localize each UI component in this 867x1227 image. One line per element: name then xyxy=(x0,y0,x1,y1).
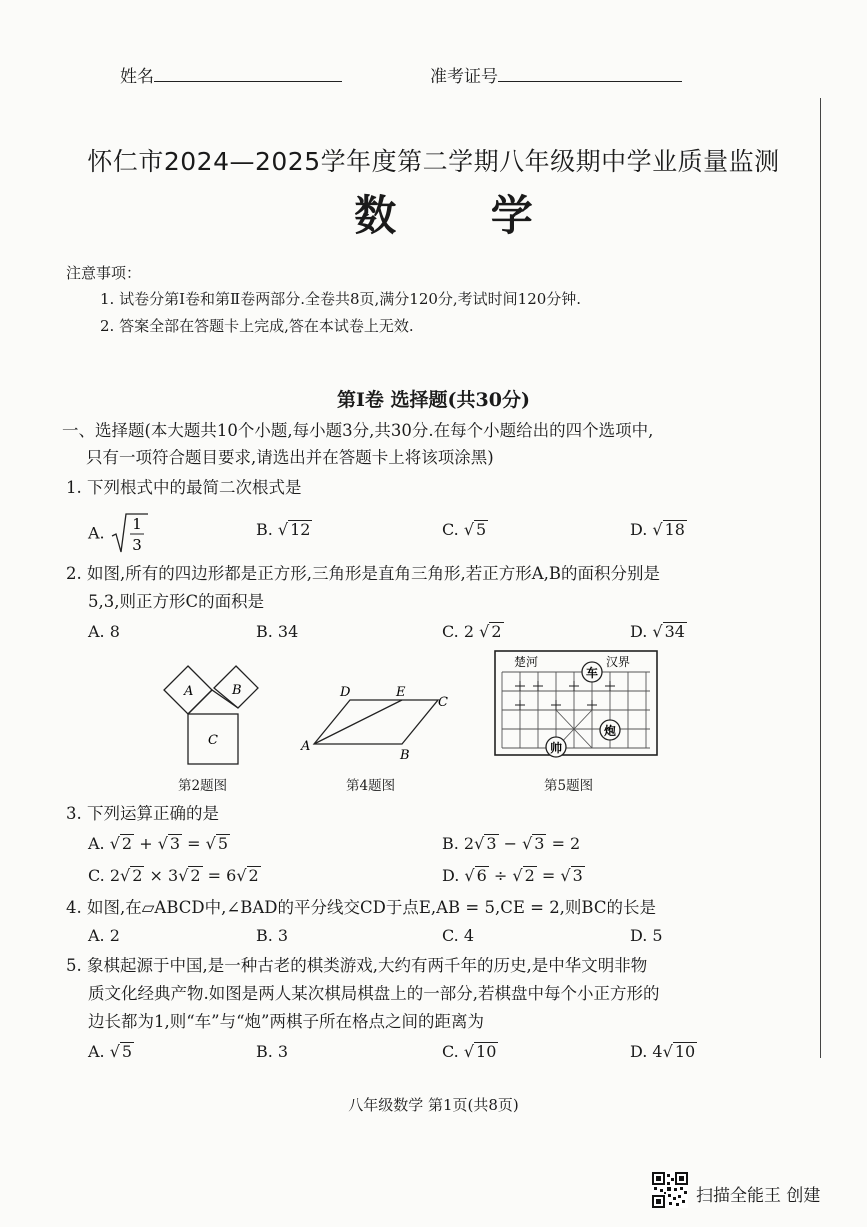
q4-option-c: C. 4 xyxy=(442,926,475,945)
q5-stem-line1: 5. 象棋起源于中国,是一种古老的棋类游戏,大约有两千年的历史,是中华文明非物 xyxy=(66,956,648,975)
q3-c-op: × 3 xyxy=(149,866,179,885)
section-instruction-2: 只有一项符合题目要求,请选出并在答题卡上将该项涂黑) xyxy=(86,448,494,467)
note-item-2: 2. 答案全部在答题卡上完成,答在本试卷上无效. xyxy=(100,317,414,335)
figure-4 xyxy=(298,680,458,764)
fig4-parallelogram xyxy=(314,700,438,744)
q2-c-prefix: C. 2 xyxy=(442,622,475,641)
section-instruction-1: 一、选择题(本大题共10个小题,每小题3分,共30分.在每个小题给出的四个选项中, xyxy=(62,421,654,440)
q5-d-radicand: 10 xyxy=(674,1042,696,1061)
q1-option-a xyxy=(88,512,150,556)
q3-a-eq: = xyxy=(187,834,201,853)
name-field xyxy=(120,62,342,87)
q2-option-d: D. √ 34 xyxy=(630,622,685,641)
q5-c-radicand: 10 xyxy=(476,1042,497,1061)
q1-d-radicand: 18 xyxy=(664,520,685,539)
q5-c-prefix: C. xyxy=(442,1042,459,1061)
q5-a-radicand: 5 xyxy=(121,1042,133,1061)
q3-c-r1: 2 xyxy=(132,866,143,885)
fig5-caption: 第5题图 xyxy=(544,778,594,794)
q5-option-d: D. 4√ 10 xyxy=(630,1042,696,1061)
fig2-label-c: C xyxy=(208,733,218,748)
q3-option-d: D. √ 6 ÷ √ 2 = √ 3 xyxy=(442,866,583,885)
q3-d-eq: = xyxy=(541,866,556,885)
q4-option-d: D. 5 xyxy=(630,926,663,945)
q1-a-fraction-radical xyxy=(110,512,150,556)
q2-stem-line2: 5,3,则正方形C的面积是 xyxy=(88,592,265,611)
q5-option-b: B. 3 xyxy=(256,1042,289,1061)
exam-id-field xyxy=(430,62,682,87)
q2-option-c: C. 2 √ 2 xyxy=(442,622,502,641)
q3-c-r3: 2 xyxy=(248,866,259,885)
fig5-piece-che: 车 xyxy=(585,666,599,680)
fig4-label-c: C xyxy=(438,695,448,710)
q3-b-res: = 2 xyxy=(551,834,581,853)
q5-option-a: A. √ 5 xyxy=(88,1042,133,1061)
fig2-label-a: A xyxy=(184,684,194,699)
q1-d-prefix: D. xyxy=(630,520,648,539)
q2-d-prefix: D. xyxy=(630,622,648,641)
q3-d-r1: 6 xyxy=(476,866,487,885)
q1-a-prefix: A. xyxy=(88,523,105,543)
q1-option-d: D. √ 18 xyxy=(630,520,685,539)
name-underline xyxy=(154,67,342,82)
fig5-position-marks xyxy=(515,681,615,710)
fig5-grid xyxy=(502,672,650,748)
fig5-river-left: 楚河 xyxy=(514,655,539,669)
q1-a-denominator: 3 xyxy=(131,536,142,554)
note-item-1: 1. 试卷分第Ⅰ卷和第Ⅱ卷两部分.全卷共8页,满分120分,考试时间120分钟. xyxy=(100,290,582,308)
q1-b-radicand: 12 xyxy=(290,520,311,539)
fig4-label-e: E xyxy=(396,685,406,700)
q3-b-r2: 3 xyxy=(534,834,545,853)
q5-option-c: C. √ 10 xyxy=(442,1042,497,1061)
fig5-piece-shuai: 帅 xyxy=(549,741,563,755)
q2-option-b: B. 34 xyxy=(256,622,299,641)
q1-c-radicand: 5 xyxy=(476,520,487,539)
q3-a-prefix: A. xyxy=(88,834,105,853)
q3-d-r3: 3 xyxy=(572,866,583,885)
q4-option-b: B. 3 xyxy=(256,926,289,945)
q2-option-a: A. 8 xyxy=(88,622,120,641)
fig4-label-d: D xyxy=(340,685,351,700)
notes-heading: 注意事项： xyxy=(66,264,142,282)
subject-title: 数 学 xyxy=(354,191,573,240)
fig4-bisector xyxy=(314,700,402,744)
scanner-watermark: 扫描全能王 创建 xyxy=(696,1186,821,1206)
q1-c-prefix: C. xyxy=(442,520,459,539)
q3-option-c: C. 2√ 2 × 3√ 2 = 6√ 2 xyxy=(88,866,259,885)
qr-code-icon xyxy=(652,1172,688,1208)
fig4-caption: 第4题图 xyxy=(346,778,396,794)
fig4-label-a: A xyxy=(301,739,311,754)
q4-option-a: A. 2 xyxy=(88,926,120,945)
figure-2 xyxy=(158,662,268,770)
q3-stem: 3. 下列运算正确的是 xyxy=(66,804,219,823)
q1-b-prefix: B. xyxy=(256,520,273,539)
fig2-label-b: B xyxy=(232,683,242,698)
q5-d-prefix: D. 4 xyxy=(630,1042,663,1061)
q3-b-r1: 3 xyxy=(486,834,497,853)
name-label: 姓名 xyxy=(120,67,154,87)
q2-d-radicand: 34 xyxy=(664,622,685,641)
q2-stem-line1: 2. 如图,所有的四边形都是正方形,三角形是直角三角形,若正方形A,B的面积分别是 xyxy=(66,564,661,583)
q3-a-r3: 5 xyxy=(217,834,229,853)
q1-a-numerator: 1 xyxy=(131,515,142,533)
q3-d-r2: 2 xyxy=(524,866,535,885)
fig5-piece-pao: 炮 xyxy=(603,724,617,738)
section-heading: 第Ⅰ卷 选择题(共30分) xyxy=(337,389,530,411)
q4-stem: 4. 如图,在▱ABCD中,∠BAD的平分线交CD于点E,AB = 5,CE = 2,则BC的长是 xyxy=(66,898,656,917)
q3-b-op: − xyxy=(503,834,517,853)
radical-sign xyxy=(112,514,148,552)
exam-id-label: 准考证号 xyxy=(430,67,498,87)
exam-id-underline xyxy=(498,67,682,82)
page-footer: 八年级数学 第1页(共8页) xyxy=(348,1096,519,1114)
q3-d-prefix: D. xyxy=(442,866,460,885)
q2-c-radicand: 2 xyxy=(491,622,502,641)
q3-a-op: + xyxy=(139,834,153,853)
fig2-caption: 第2题图 xyxy=(178,778,228,794)
q5-a-prefix: A. xyxy=(88,1042,105,1061)
q3-a-r1: 2 xyxy=(121,834,133,853)
figure-5 xyxy=(494,650,658,758)
q5-stem-line2: 质文化经典产物.如图是两人某次棋局棋盘上的一部分,若棋盘中每个小正方形的 xyxy=(88,984,660,1003)
q3-c-prefix: C. 2 xyxy=(88,866,121,885)
q3-c-eq: = 6 xyxy=(207,866,237,885)
fig5-river-right: 汉界 xyxy=(606,655,631,669)
q3-option-a: A. √ 2 + √ 3 = √ 5 xyxy=(88,834,229,853)
q1-option-c: C. √ 5 xyxy=(442,520,487,539)
fig4-label-b: B xyxy=(400,748,410,763)
q3-d-op: ÷ xyxy=(493,866,508,885)
q1-stem: 1. 下列根式中的最简二次根式是 xyxy=(66,478,302,497)
q1-option-b: B. √ 12 xyxy=(256,520,311,539)
q3-option-b: B. 2√ 3 − √ 3 = 2 xyxy=(442,834,581,853)
q5-stem-line3: 边长都为1,则“车”与“炮”两棋子所在格点之间的距离为 xyxy=(88,1012,484,1031)
q3-b-prefix: B. 2 xyxy=(442,834,475,853)
q3-c-r2: 2 xyxy=(190,866,201,885)
exam-title: 怀仁市2024—2025学年度第二学期八年级期中学业质量监测 xyxy=(87,147,780,176)
q3-a-r2: 3 xyxy=(169,834,181,853)
